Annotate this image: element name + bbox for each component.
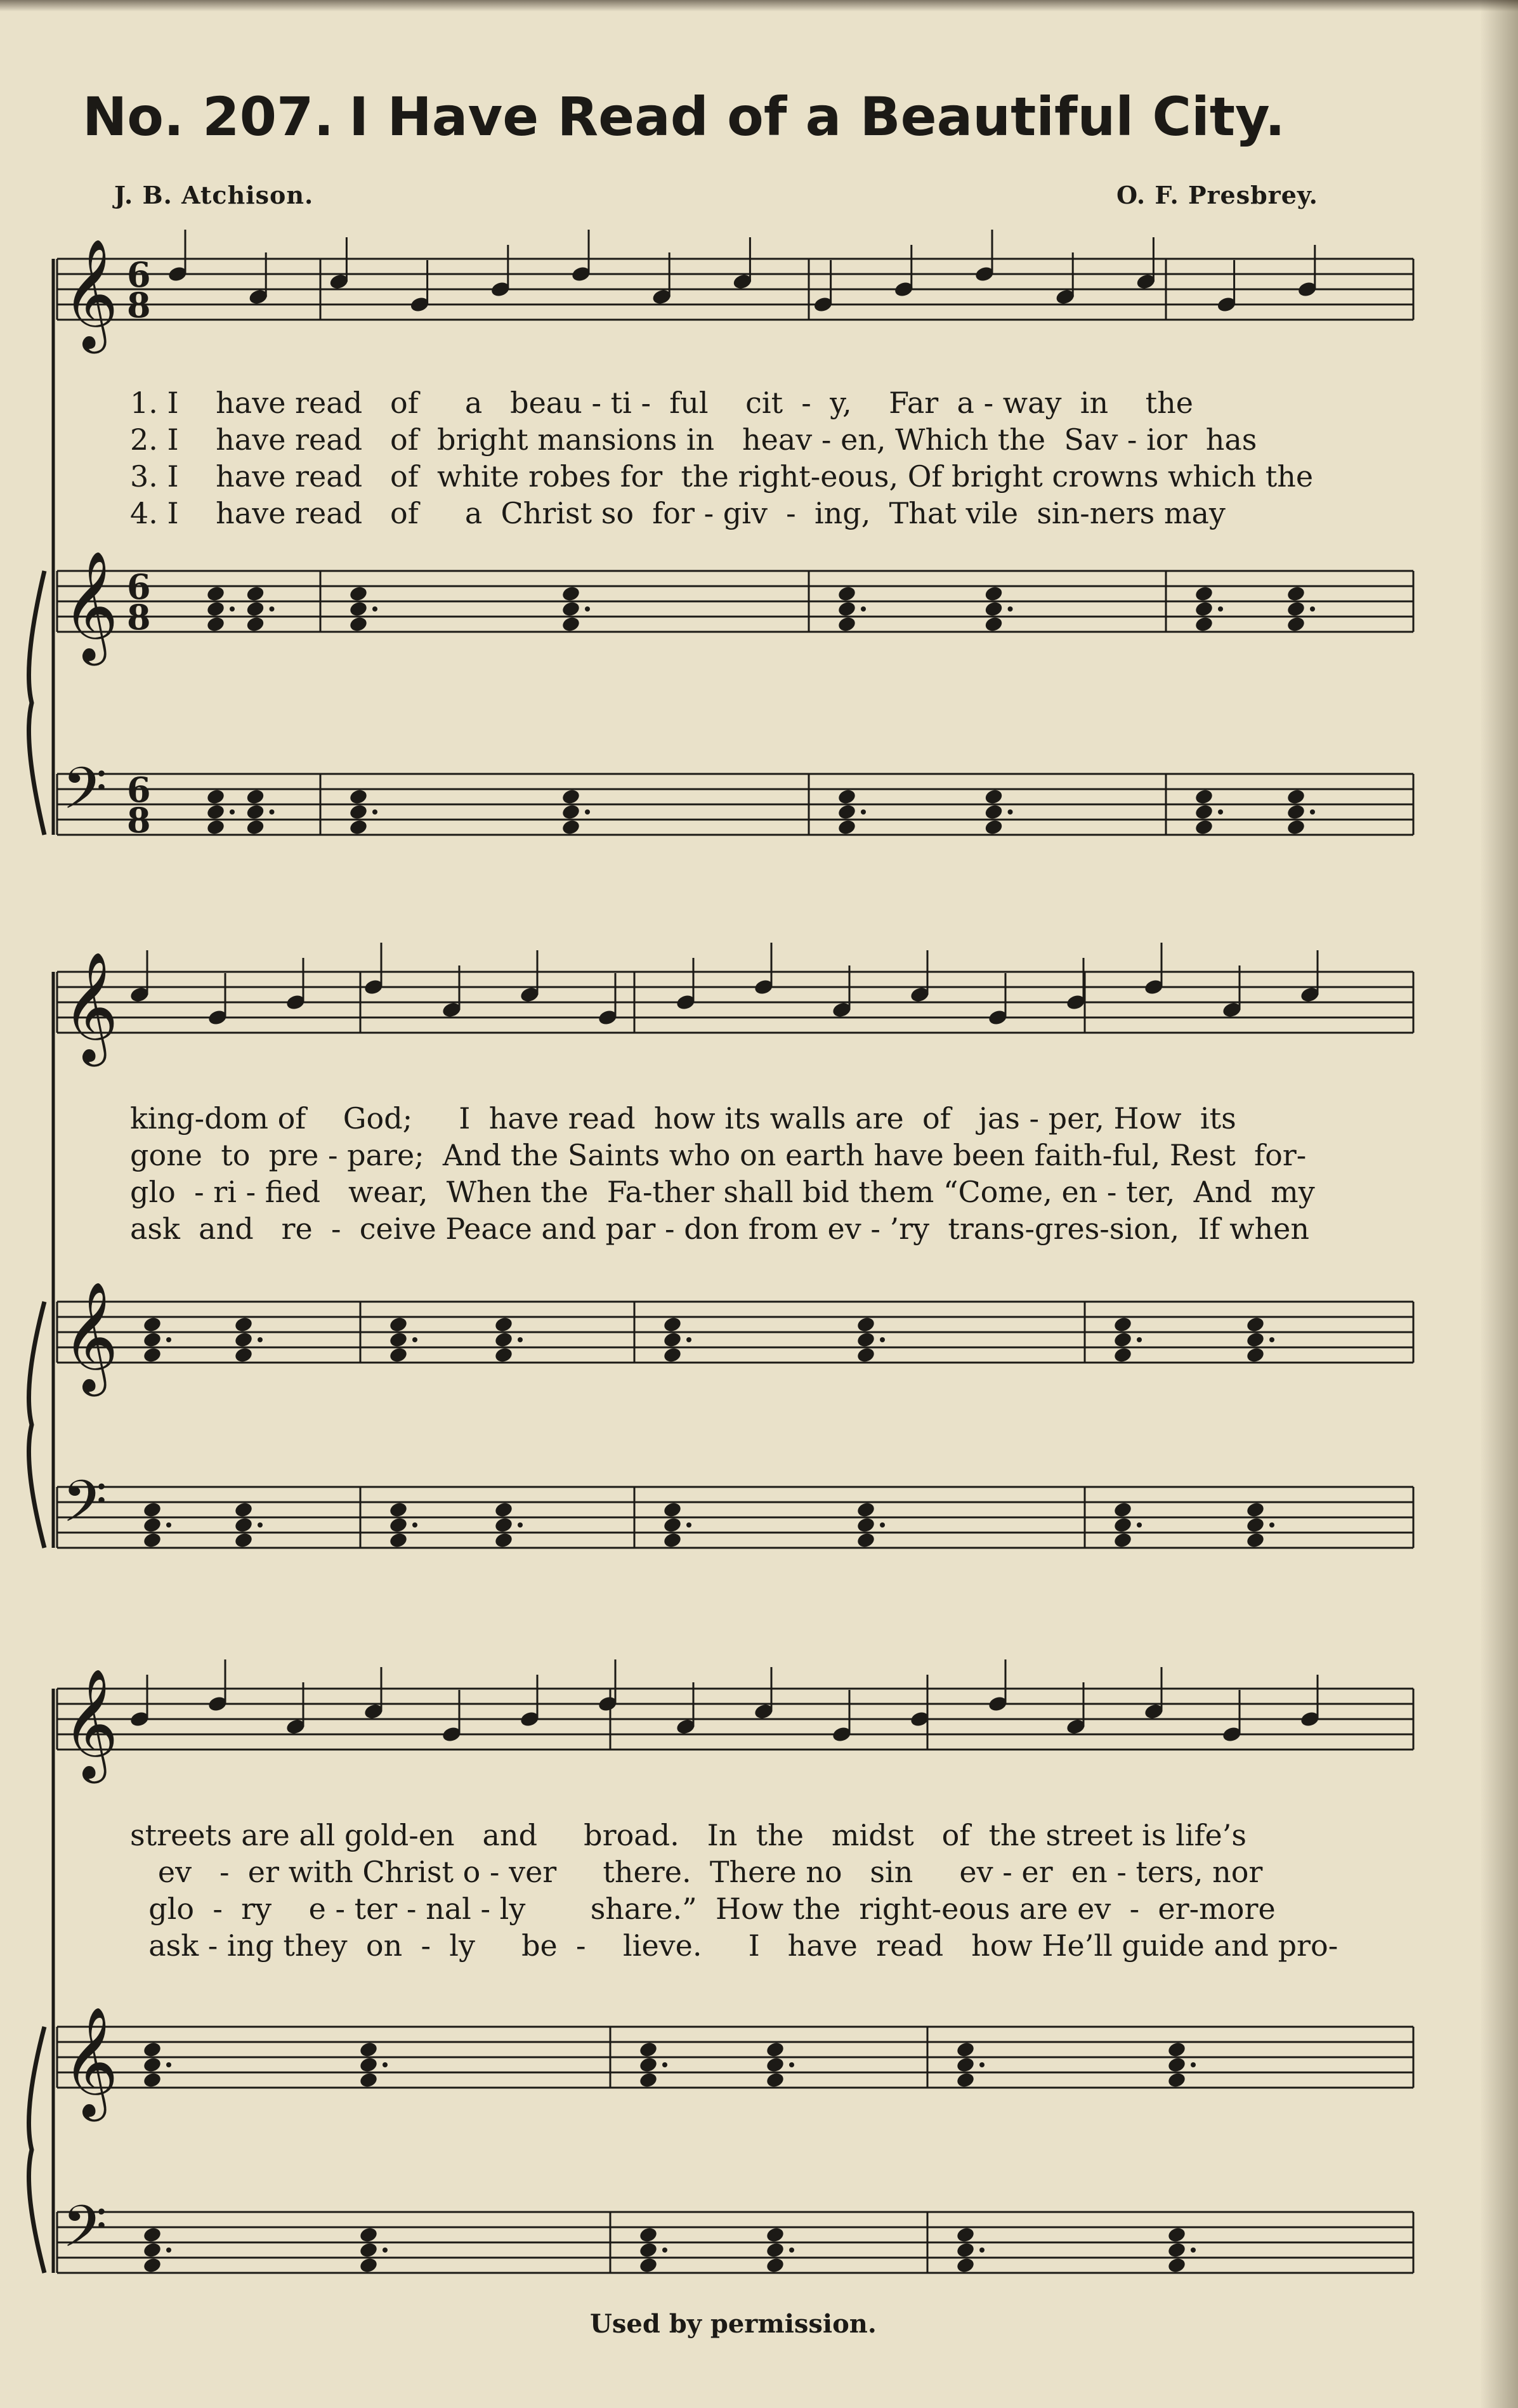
chord-note-s2-bass-b4-c2-1 (1245, 1501, 1265, 1519)
dot-s3-treble-b1-c1 (166, 2062, 171, 2067)
chord-note-s1-treble-b1-c2-1 (245, 585, 265, 603)
chord-note-s1-treble-b4-c2-3 (1286, 615, 1305, 633)
treble-clef-s1-treble: 𝄞 (62, 551, 119, 661)
chord-note-s3-treble-b2-c2-2 (765, 2056, 785, 2074)
piano-brace-s2 (29, 1302, 45, 1548)
chord-note-s2-treble-b1-c1-1 (142, 1316, 162, 1333)
dot-s3-bass-b1-c2 (383, 2248, 388, 2253)
dot-s1-bass-b2-c1 (372, 809, 377, 815)
chord-note-s3-treble-b2-c1-3 (638, 2071, 658, 2089)
lyric-system-2-verse-1: king-dom of God; I have read how its walls are of jas - per, How its (130, 1101, 1236, 1135)
chord-note-s1-treble-b1-c1-2 (206, 600, 225, 618)
dot-s2-bass-b3-c2 (880, 1522, 885, 1528)
chord-note-s3-bass-b1-c1-1 (142, 2226, 162, 2244)
chord-note-s2-treble-b3-c1-3 (662, 1346, 682, 1364)
chord-note-s1-bass-b3-c1-2 (837, 803, 856, 821)
chord-note-s1-bass-b4-c2-3 (1286, 818, 1305, 836)
chord-note-s2-bass-b3-c2-2 (856, 1516, 875, 1534)
chord-note-s2-bass-b1-c2-1 (233, 1501, 253, 1519)
chord-note-s3-treble-b3-c2-3 (1167, 2071, 1186, 2089)
hymn-title: I Have Read of a Beautiful City. (349, 86, 1285, 148)
chord-note-s3-treble-b1-c1-2 (142, 2056, 162, 2074)
dot-s2-bass-b1-c2 (258, 1522, 263, 1528)
chord-note-s1-bass-b1-c1-3 (206, 818, 225, 836)
chord-note-s2-bass-b4-c1-2 (1113, 1516, 1132, 1534)
dot-s2-treble-b3-c1 (686, 1337, 691, 1342)
dot-s1-treble-b2-c2 (585, 606, 590, 612)
piano-brace-s1 (29, 571, 45, 835)
chord-note-s2-treble-b3-c2-1 (856, 1316, 875, 1333)
chord-note-s3-bass-b3-c1-1 (955, 2226, 975, 2244)
chord-note-s1-bass-b3-c2-1 (984, 788, 1004, 806)
chord-note-s1-bass-b1-c2-1 (245, 788, 265, 806)
bass-clef-s2-bass: 𝄢 (62, 1468, 107, 1549)
chord-note-s2-bass-b1-c1-3 (142, 1531, 162, 1549)
dot-s2-bass-b2-c1 (412, 1522, 417, 1528)
chord-note-s1-treble-b3-c2-1 (984, 585, 1004, 603)
chord-note-s1-treble-b2-c1-2 (348, 600, 368, 618)
chord-note-s2-treble-b4-c1-3 (1113, 1346, 1132, 1364)
dot-s1-treble-b1-c1 (230, 606, 235, 612)
dot-s2-treble-b4-c1 (1137, 1337, 1142, 1342)
dot-s2-bass-b4-c2 (1269, 1522, 1274, 1528)
chord-note-s3-treble-b1-c2-2 (358, 2056, 378, 2074)
chord-note-s1-treble-b2-c2-2 (561, 600, 580, 618)
chord-note-s2-treble-b2-c1-3 (388, 1346, 408, 1364)
treble-clef-s3-melody: 𝄞 (62, 1668, 119, 1779)
chord-note-s3-treble-b3-c1-1 (955, 2041, 975, 2058)
chord-note-s3-bass-b1-c1-2 (142, 2241, 162, 2259)
chord-note-s3-bass-b1-c2-1 (358, 2226, 378, 2244)
chord-note-s3-treble-b2-c1-1 (638, 2041, 658, 2058)
dot-s2-treble-b2-c1 (412, 1337, 417, 1342)
chord-note-s3-treble-b3-c1-3 (955, 2071, 975, 2089)
chord-note-s3-bass-b3-c1-2 (955, 2241, 975, 2259)
dot-s1-bass-b1-c2 (270, 809, 275, 815)
dot-s3-treble-b2-c2 (789, 2062, 794, 2067)
chord-note-s1-bass-b4-c1-2 (1194, 803, 1214, 821)
chord-note-s2-treble-b1-c1-2 (142, 1331, 162, 1349)
chord-note-s2-bass-b4-c1-3 (1113, 1531, 1132, 1549)
chord-note-s1-treble-b2-c1-1 (348, 585, 368, 603)
chord-note-s1-bass-b3-c1-1 (837, 788, 856, 806)
chord-note-s2-bass-b2-c1-3 (388, 1531, 408, 1549)
chord-note-s3-treble-b1-c1-3 (142, 2071, 162, 2089)
chord-note-s3-treble-b1-c2-1 (358, 2041, 378, 2058)
dot-s3-treble-b3-c1 (979, 2062, 985, 2067)
chord-note-s1-treble-b3-c2-2 (984, 600, 1004, 618)
chord-note-s2-bass-b3-c1-2 (662, 1516, 682, 1534)
chord-note-s1-treble-b2-c1-3 (348, 615, 368, 633)
dot-s1-bass-b4-c2 (1310, 809, 1315, 815)
dot-s1-treble-b2-c1 (372, 606, 377, 612)
chord-note-s2-treble-b4-c1-1 (1113, 1316, 1132, 1333)
dot-s3-bass-b1-c1 (166, 2248, 171, 2253)
chord-note-s2-bass-b4-c2-3 (1245, 1531, 1265, 1549)
lyric-system-2-verse-2: gone to pre - pare; And the Saints who on earth have been faith-ful, Rest for- (130, 1138, 1307, 1172)
dot-s3-treble-b1-c2 (383, 2062, 388, 2067)
dot-s2-bass-b2-c2 (518, 1522, 523, 1528)
treble-clef-s2-melody: 𝄞 (62, 952, 119, 1062)
dot-s1-bass-b4-c1 (1218, 809, 1223, 815)
chord-note-s3-bass-b2-c1-2 (638, 2241, 658, 2259)
lyric-system-3-verse-2: ev - er with Christ o - ver there. There no sin ev - er en - ters, nor (130, 1855, 1263, 1889)
dot-s1-bass-b3-c1 (861, 809, 866, 815)
dot-s3-bass-b2-c1 (662, 2248, 667, 2253)
lyric-system-1-verse-4: 4. I have read of a Christ so for - giv - ing, That vile sin-ners may (130, 496, 1226, 530)
chord-note-s2-bass-b1-c2-2 (233, 1516, 253, 1534)
chord-note-s1-treble-b1-c1-3 (206, 615, 225, 633)
treble-clef-s3-treble: 𝄞 (62, 2006, 119, 2117)
dot-s1-treble-b3-c2 (1008, 606, 1013, 612)
chord-note-s1-treble-b2-c2-3 (561, 615, 580, 633)
time-signature-bottom-s1-treble: 8 (127, 597, 151, 638)
dot-s3-treble-b2-c1 (662, 2062, 667, 2067)
chord-note-s2-bass-b3-c1-3 (662, 1531, 682, 1549)
lyric-system-3-verse-3: glo - ry e - ter - nal - ly share.” How the right-eous are ev - er-more (130, 1892, 1276, 1926)
chord-note-s1-bass-b3-c2-3 (984, 818, 1004, 836)
chord-note-s3-treble-b2-c1-2 (638, 2056, 658, 2074)
chord-note-s3-bass-b2-c2-2 (765, 2241, 785, 2259)
lyric-system-3-verse-4: ask - ing they on - ly be - lieve. I have read how He’ll guide and pro- (130, 1928, 1338, 1963)
chord-note-s3-bass-b1-c2-2 (358, 2241, 378, 2259)
chord-note-s2-bass-b4-c1-1 (1113, 1501, 1132, 1519)
chord-note-s3-treble-b1-c2-3 (358, 2071, 378, 2089)
chord-note-s1-treble-b4-c1-3 (1194, 615, 1214, 633)
chord-note-s2-treble-b2-c2-3 (494, 1346, 513, 1364)
time-signature-top-s1-treble: 6 (127, 566, 151, 607)
chord-note-s1-bass-b4-c2-2 (1286, 803, 1305, 821)
chord-note-s1-bass-b3-c1-3 (837, 818, 856, 836)
chord-note-s3-bass-b2-c2-1 (765, 2226, 785, 2244)
chord-note-s2-bass-b2-c2-2 (494, 1516, 513, 1534)
chord-note-s1-treble-b1-c1-1 (206, 585, 225, 603)
chord-note-s1-treble-b3-c1-2 (837, 600, 856, 618)
chord-note-s2-treble-b3-c2-3 (856, 1346, 875, 1364)
treble-clef-s1-melody: 𝄞 (62, 239, 119, 349)
lyric-system-2-verse-4: ask and re - ceive Peace and par - don from ev - ’ry trans-gres-sion, If when (130, 1212, 1310, 1246)
chord-note-s2-bass-b1-c2-3 (233, 1531, 253, 1549)
dot-s3-bass-b3-c2 (1191, 2248, 1196, 2253)
chord-note-s3-bass-b3-c2-2 (1167, 2241, 1186, 2259)
piano-brace-s3 (29, 2027, 45, 2273)
chord-note-s3-bass-b3-c2-3 (1167, 2256, 1186, 2274)
lyric-system-1-verse-3: 3. I have read of white robes for the right-eous, Of bright crowns which the (130, 459, 1314, 494)
chord-note-s2-treble-b2-c1-1 (388, 1316, 408, 1333)
lyric-system-1-verse-2: 2. I have read of bright mansions in heav - en, Which the Sav - ior has (130, 422, 1257, 457)
chord-note-s1-treble-b3-c1-1 (837, 585, 856, 603)
chord-note-s1-treble-b1-c2-3 (245, 615, 265, 633)
chord-note-s3-treble-b2-c2-1 (765, 2041, 785, 2058)
chord-note-s3-bass-b1-c1-3 (142, 2256, 162, 2274)
time-signature-top-s1-melody: 6 (127, 254, 151, 295)
dot-s1-bass-b1-c1 (230, 809, 235, 815)
dot-s3-bass-b3-c1 (979, 2248, 985, 2253)
chord-note-s2-treble-b3-c1-2 (662, 1331, 682, 1349)
chord-note-s3-treble-b3-c1-2 (955, 2056, 975, 2074)
chord-note-s2-treble-b4-c2-2 (1245, 1331, 1265, 1349)
dot-s1-treble-b1-c2 (270, 606, 275, 612)
chord-note-s2-treble-b2-c2-2 (494, 1331, 513, 1349)
dot-s2-treble-b1-c2 (258, 1337, 263, 1342)
time-signature-top-s1-bass: 6 (127, 769, 151, 810)
chord-note-s2-bass-b2-c1-2 (388, 1516, 408, 1534)
chord-note-s2-bass-b1-c1-1 (142, 1501, 162, 1519)
chord-note-s1-treble-b2-c2-1 (561, 585, 580, 603)
dot-s1-treble-b4-c1 (1218, 606, 1223, 612)
chord-note-s1-bass-b1-c1-2 (206, 803, 225, 821)
chord-note-s2-treble-b1-c2-3 (233, 1346, 253, 1364)
chord-note-s3-treble-b3-c2-2 (1167, 2056, 1186, 2074)
dot-s2-bass-b1-c1 (166, 1522, 171, 1528)
chord-note-s1-bass-b4-c2-1 (1286, 788, 1305, 806)
chord-note-s2-bass-b3-c2-1 (856, 1501, 875, 1519)
chord-note-s2-treble-b1-c2-2 (233, 1331, 253, 1349)
chord-note-s2-bass-b2-c1-1 (388, 1501, 408, 1519)
dot-s2-treble-b2-c2 (518, 1337, 523, 1342)
dot-s2-bass-b4-c1 (1137, 1522, 1142, 1528)
dot-s1-bass-b2-c2 (585, 809, 590, 815)
chord-note-s2-bass-b3-c2-3 (856, 1531, 875, 1549)
dot-s1-treble-b3-c1 (861, 606, 866, 612)
chord-note-s1-bass-b2-c1-3 (348, 818, 368, 836)
chord-note-s1-treble-b4-c1-2 (1194, 600, 1214, 618)
chord-note-s1-treble-b4-c2-1 (1286, 585, 1305, 603)
time-signature-bottom-s1-melody: 8 (127, 285, 151, 325)
dot-s1-bass-b3-c2 (1008, 809, 1013, 815)
dot-s2-bass-b3-c1 (686, 1522, 691, 1528)
dot-s2-treble-b3-c2 (880, 1337, 885, 1342)
chord-note-s1-bass-b1-c1-1 (206, 788, 225, 806)
chord-note-s2-treble-b2-c2-1 (494, 1316, 513, 1333)
dot-s3-bass-b2-c2 (789, 2248, 794, 2253)
dot-s2-treble-b4-c2 (1269, 1337, 1274, 1342)
chord-note-s2-bass-b2-c2-3 (494, 1531, 513, 1549)
chord-note-s1-bass-b2-c2-1 (561, 788, 580, 806)
chord-note-s1-bass-b4-c1-1 (1194, 788, 1214, 806)
chord-note-s1-treble-b3-c2-3 (984, 615, 1004, 633)
dot-s3-treble-b3-c2 (1191, 2062, 1196, 2067)
chord-note-s1-bass-b3-c2-2 (984, 803, 1004, 821)
chord-note-s1-treble-b4-c2-2 (1286, 600, 1305, 618)
chord-note-s2-treble-b1-c2-1 (233, 1316, 253, 1333)
chord-note-s1-bass-b2-c1-1 (348, 788, 368, 806)
time-signature-bottom-s1-bass: 8 (127, 800, 151, 841)
permission-note: Used by permission. (590, 2309, 877, 2339)
chord-note-s3-bass-b2-c1-3 (638, 2256, 658, 2274)
hymn-number: No. 207. (82, 86, 334, 148)
chord-note-s2-bass-b3-c1-1 (662, 1501, 682, 1519)
chord-note-s1-bass-b1-c2-2 (245, 803, 265, 821)
bass-clef-s1-bass: 𝄢 (62, 755, 107, 836)
chord-note-s1-bass-b2-c1-2 (348, 803, 368, 821)
treble-clef-s2-treble: 𝄞 (62, 1281, 119, 1392)
chord-note-s3-bass-b2-c2-3 (765, 2256, 785, 2274)
chord-note-s2-bass-b4-c2-2 (1245, 1516, 1265, 1534)
chord-note-s2-treble-b2-c1-2 (388, 1331, 408, 1349)
chord-note-s1-bass-b4-c1-3 (1194, 818, 1214, 836)
chord-note-s2-treble-b3-c1-1 (662, 1316, 682, 1333)
chord-note-s3-bass-b3-c2-1 (1167, 2226, 1186, 2244)
chord-note-s1-bass-b1-c2-3 (245, 818, 265, 836)
lyricist-credit: J. B. Atchison. (114, 181, 314, 209)
chord-note-s1-bass-b2-c2-2 (561, 803, 580, 821)
chord-note-s2-bass-b2-c2-1 (494, 1501, 513, 1519)
chord-note-s3-bass-b1-c2-3 (358, 2256, 378, 2274)
chord-note-s2-treble-b1-c1-3 (142, 1346, 162, 1364)
chord-note-s2-treble-b4-c2-1 (1245, 1316, 1265, 1333)
lyric-system-2-verse-3: glo - ri - fied wear, When the Fa-ther shall bid them “Come, en - ter, And my (130, 1175, 1315, 1209)
chord-note-s2-treble-b4-c2-3 (1245, 1346, 1265, 1364)
chord-note-s3-treble-b3-c2-1 (1167, 2041, 1186, 2058)
chord-note-s1-treble-b1-c2-2 (245, 600, 265, 618)
dot-s1-treble-b4-c2 (1310, 606, 1315, 612)
lyric-system-1-verse-1: 1. I have read of a beau - ti - ful cit - y, Far a - way in the (130, 386, 1193, 420)
chord-note-s3-bass-b2-c1-1 (638, 2226, 658, 2244)
chord-note-s3-bass-b3-c1-3 (955, 2256, 975, 2274)
dot-s2-treble-b1-c1 (166, 1337, 171, 1342)
chord-note-s2-bass-b1-c1-2 (142, 1516, 162, 1534)
chord-note-s3-treble-b2-c2-3 (765, 2071, 785, 2089)
chord-note-s2-treble-b3-c2-2 (856, 1331, 875, 1349)
chord-note-s3-treble-b1-c1-1 (142, 2041, 162, 2058)
chord-note-s2-treble-b4-c1-2 (1113, 1331, 1132, 1349)
chord-note-s1-treble-b4-c1-1 (1194, 585, 1214, 603)
chord-note-s1-bass-b2-c2-3 (561, 818, 580, 836)
composer-credit: O. F. Presbrey. (1116, 181, 1318, 209)
lyric-system-3-verse-1: streets are all gold-en and broad. In the midst of the street is life’s (130, 1818, 1246, 1852)
bass-clef-s3-bass: 𝄢 (62, 2193, 107, 2274)
chord-note-s1-treble-b3-c1-3 (837, 615, 856, 633)
